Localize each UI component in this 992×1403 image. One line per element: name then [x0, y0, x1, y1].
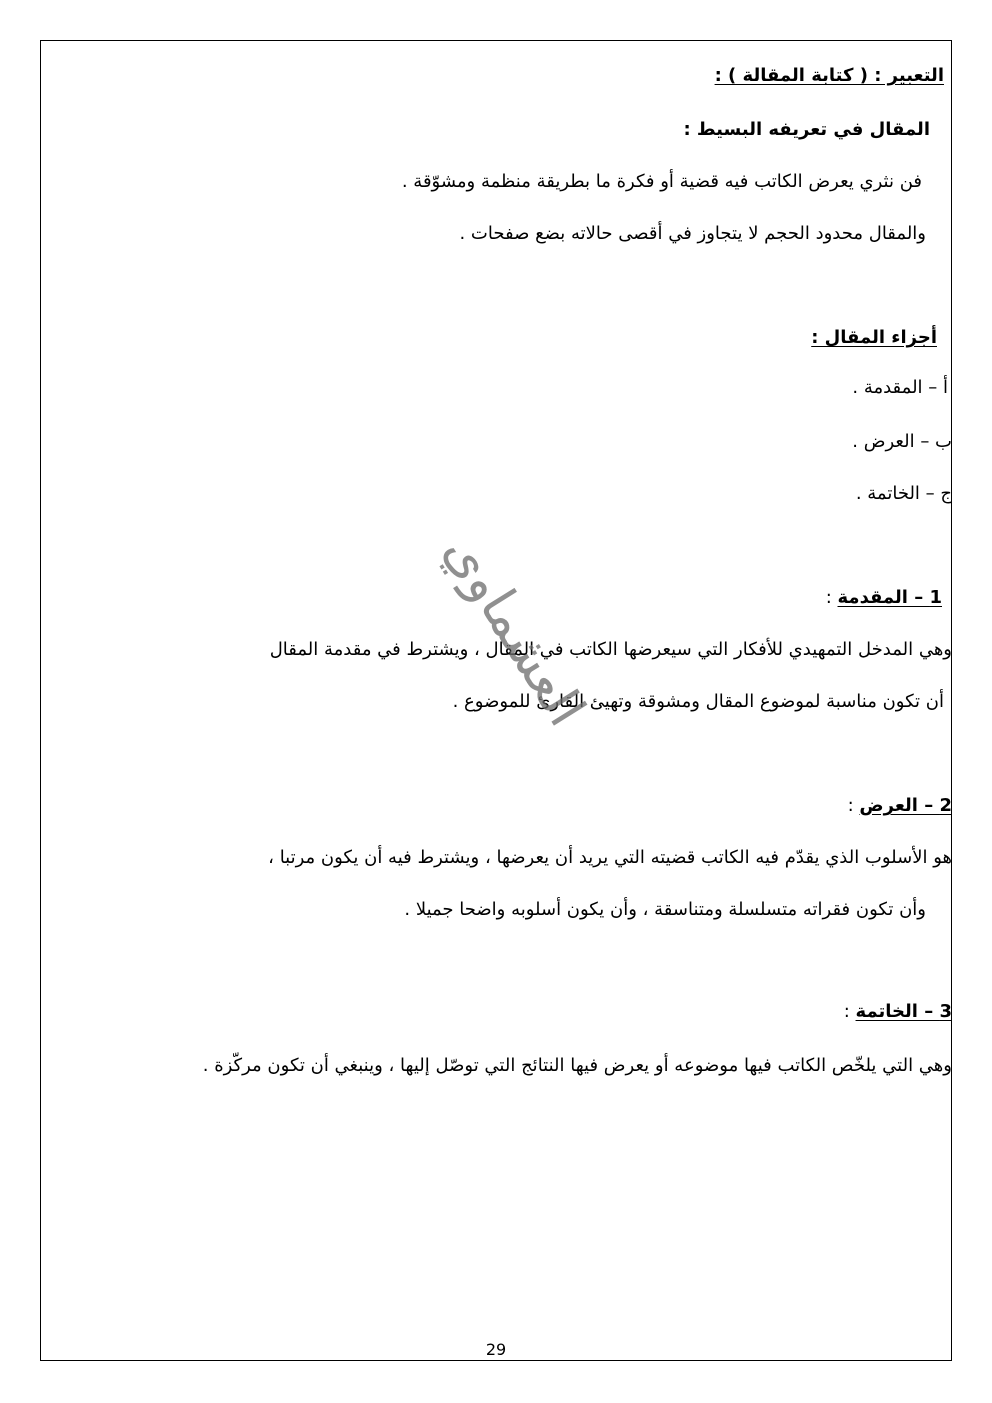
intro-line-2: أن تكون مناسبة لموضوع المقال ومشوقة وتهيئ القارئ للموضوع . — [452, 691, 944, 712]
parts-item-body: ب – العرض . — [852, 431, 952, 452]
watermark-text: العشماوي — [432, 523, 597, 737]
parts-item-intro: أ – المقدمة . — [852, 377, 948, 398]
body-heading: 2 – العرض — [859, 795, 952, 816]
conclusion-heading: 3 – الخاتمة — [855, 1001, 952, 1022]
body-line-1: هو الأسلوب الذي يقدّم فيه الكاتب قضيته التي يريد أن يعرضها ، ويشترط فيه أن يكون مرتبا ، — [268, 847, 952, 868]
definition-line-2: والمقال محدود الحجم لا يتجاوز في أقصى حالاته بضع صفحات . — [459, 223, 926, 244]
page-number: 29 — [485, 1340, 507, 1359]
intro-heading-row — [826, 586, 942, 610]
definition-heading: المقال في تعريفه البسيط : — [683, 119, 930, 140]
parts-heading: أجزاء المقال : — [811, 327, 937, 348]
body-colon: : — [847, 795, 854, 816]
conclusion-colon: : — [843, 1001, 850, 1022]
page-title: التعبير : ( كتابة المقالة ) : — [714, 65, 944, 86]
parts-item-conclusion: ج – الخاتمة . — [855, 483, 952, 504]
intro-heading: 1 – المقدمة — [837, 587, 942, 608]
intro-colon: : — [825, 587, 832, 608]
intro-line-1: وهي المدخل التمهيدي للأفكار التي سيعرضها الكاتب في المقال ، ويشترط في مقدمة المقال — [269, 639, 952, 660]
body-line-2: وأن تكون فقراته متسلسلة ومتناسقة ، وأن يكون أسلوبه واضحا جميلا . — [404, 899, 926, 920]
body-heading-row — [848, 794, 952, 818]
definition-line-1: فن نثري يعرض الكاتب فيه قضية أو فكرة ما بطريقة منظمة ومشوّقة . — [401, 171, 922, 192]
conclusion-line-1: وهي التي يلخّص الكاتب فيها موضوعه أو يعرض فيها النتائج التي توصّل إليها ، وينبغي أن تكون مركّزة . — [202, 1055, 952, 1076]
conclusion-heading-row — [844, 1000, 952, 1024]
